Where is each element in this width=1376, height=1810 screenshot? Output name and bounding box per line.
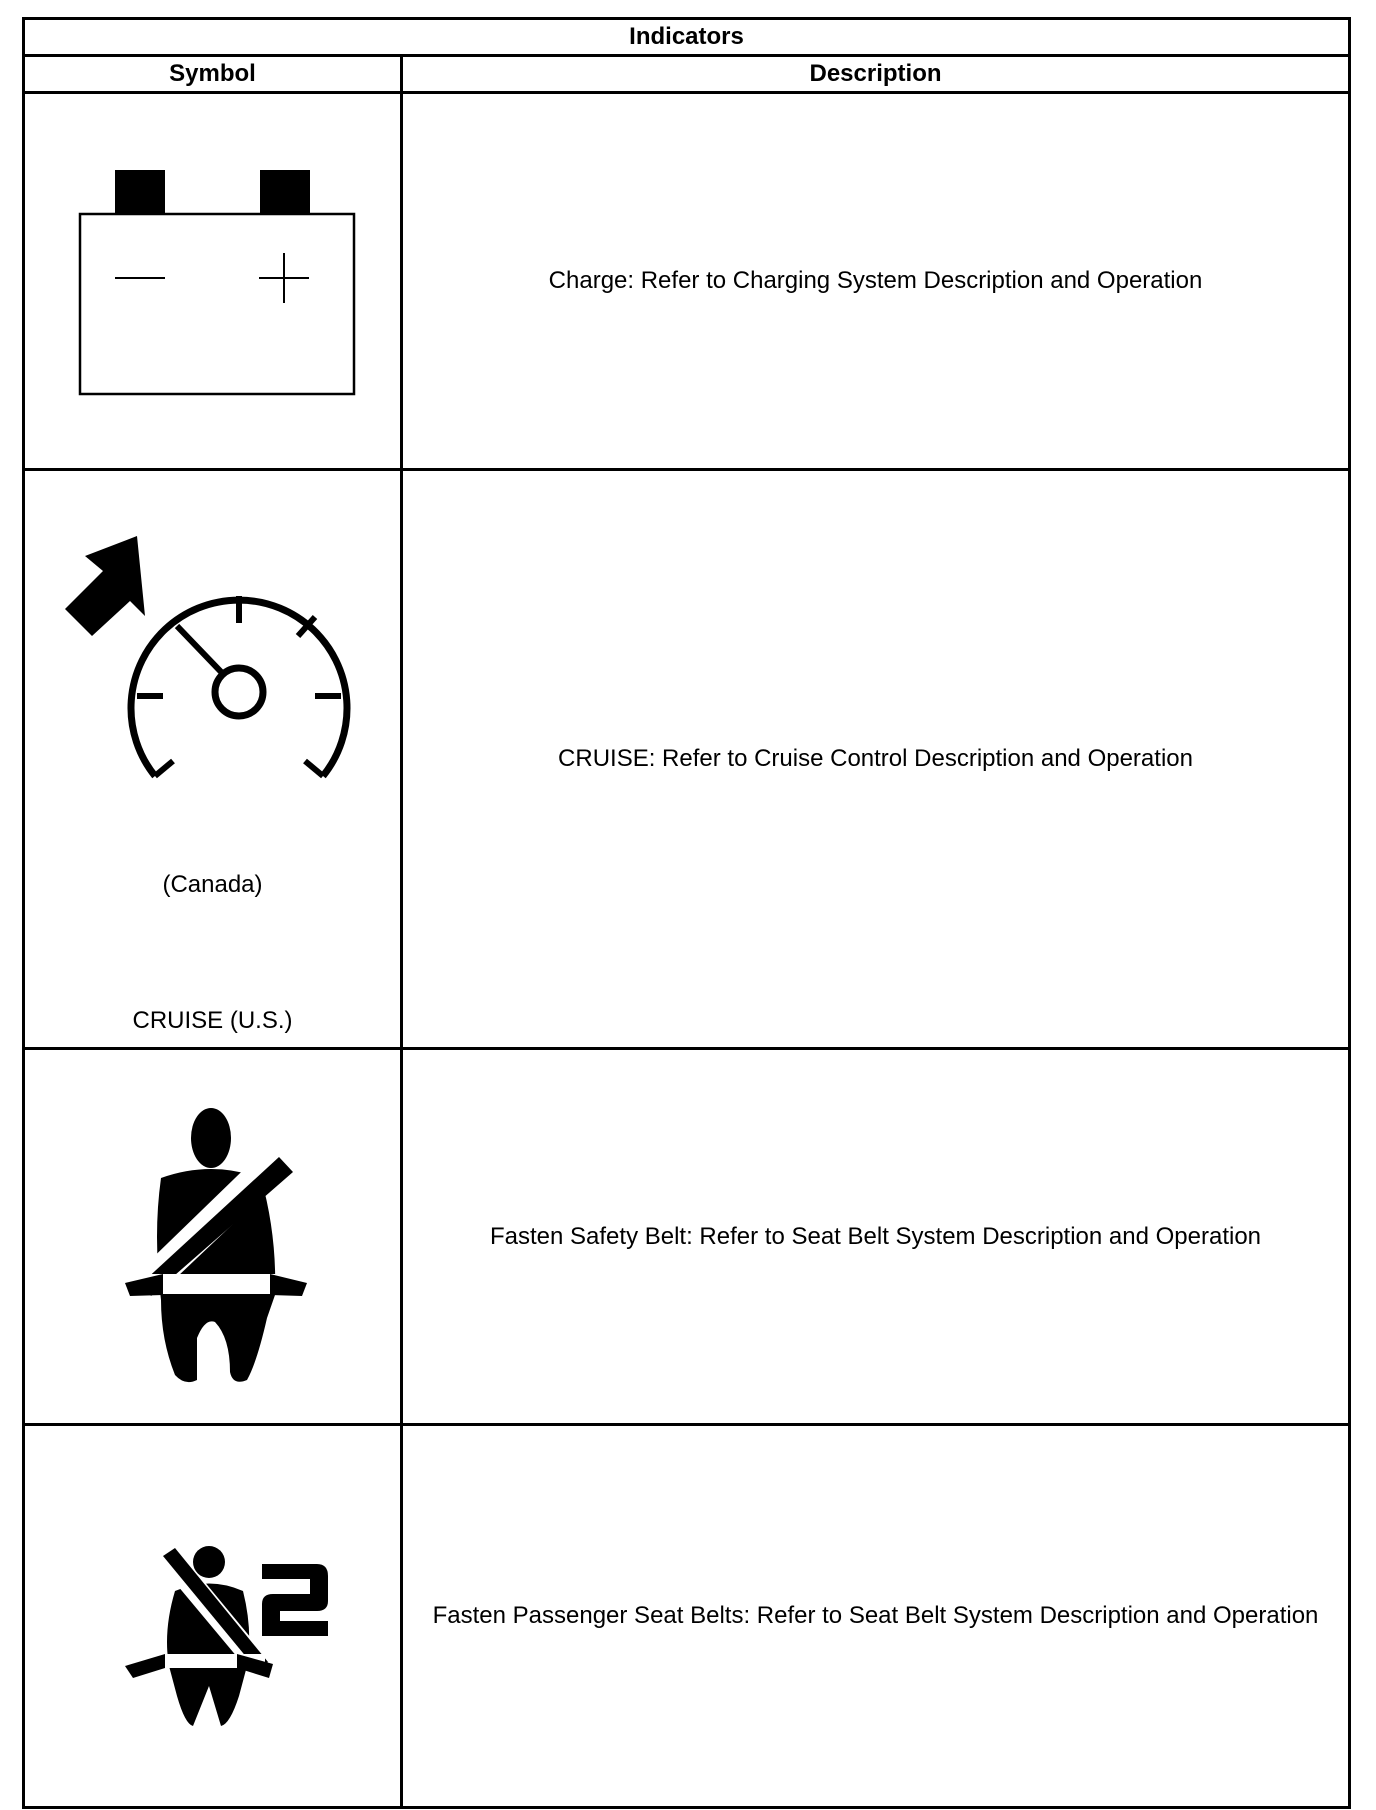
canada-label: (Canada) [162,871,263,898]
description-cell: Fasten Passenger Seat Belts: Refer to Seat Belt System Description and Operation [402,1425,1350,1808]
description-cell: Charge: Refer to Charging System Description and Operation [402,93,1350,470]
table-row [24,1425,1350,1808]
table-row [24,470,1350,1049]
table-title: Indicators [24,19,1350,56]
indicators-table [22,17,1351,1809]
passenger-seat-belt-icon [25,1426,403,1806]
symbol-cell [24,93,402,470]
symbol-cell [24,470,402,1049]
us-label: CRUISE (U.S.) [132,1007,293,1034]
description-cell: Fasten Safety Belt: Refer to Seat Belt System Description and Operation [402,1049,1350,1425]
column-header-description: Description [402,56,1350,93]
table-row [24,1049,1350,1425]
symbol-cell [24,1049,402,1425]
cruise-control-icon [25,471,403,781]
table-row [24,93,1350,470]
seat-belt-icon [25,1050,403,1423]
battery-icon [25,94,403,468]
symbol-cell [24,1425,402,1808]
column-header-symbol: Symbol [24,56,402,93]
description-cell: CRUISE: Refer to Cruise Control Description and Operation [402,470,1350,1049]
